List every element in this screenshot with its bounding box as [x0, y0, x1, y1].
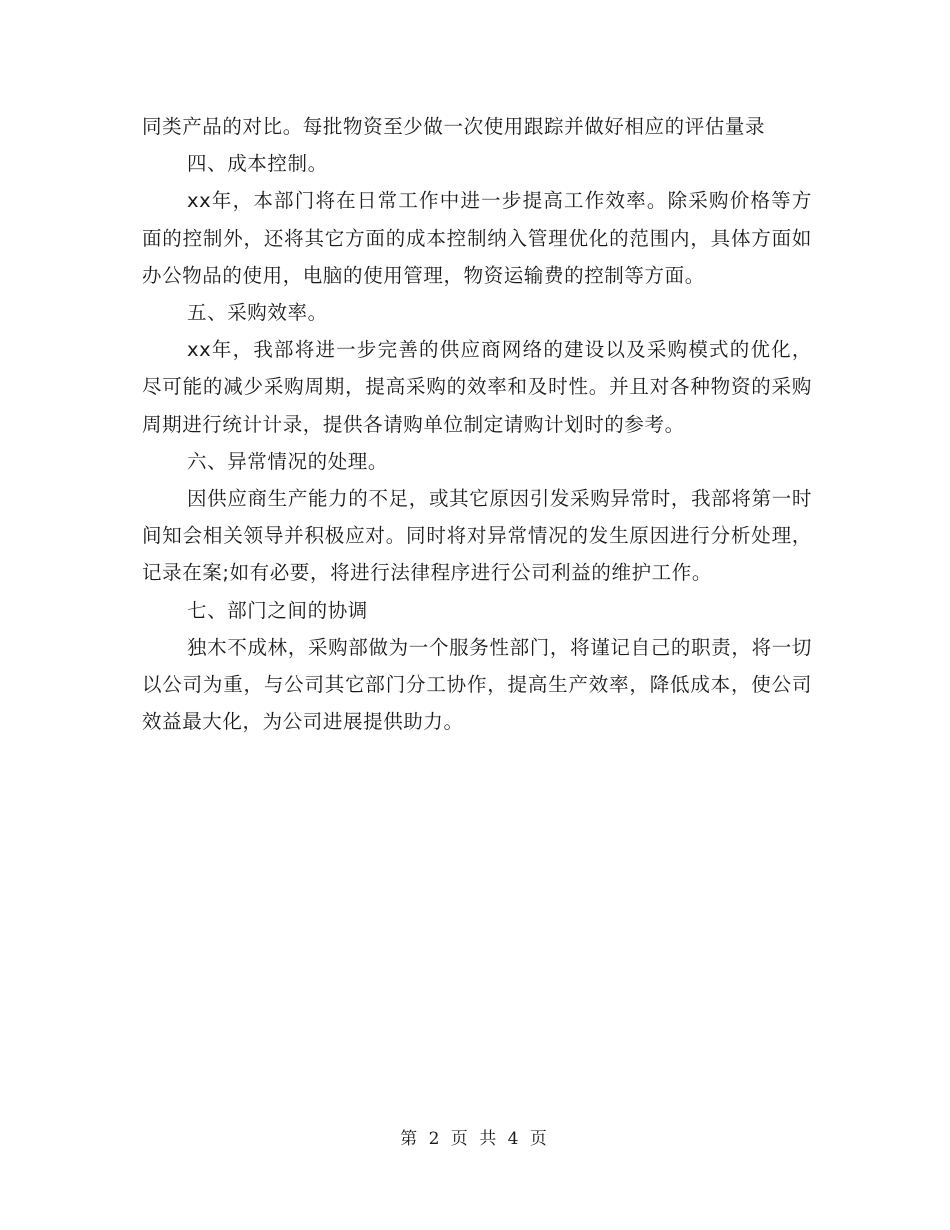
document-body — [142, 108, 812, 740]
paragraph-continued: 同类产品的对比。每批物资至少做一次使用跟踪并做好相应的评估量录 — [142, 115, 766, 138]
section-heading-department-coordination: 七、部门之间的协调 — [187, 598, 368, 622]
paragraph-cost-control: xx年，本部门将在日常工作中进一步提高工作效率。除采购价格等方面的控制外，还将其它方面的成本控制纳入管理优化的范围内，具体方面如办公物品的使用，电脑的使用管理，物资运输费的控制等方面。 — [142, 189, 812, 287]
section-heading-cost-control: 四、成本控制。 — [187, 152, 328, 176]
section-heading-exception-handling: 六、异常情况的处理。 — [187, 449, 389, 473]
paragraph-department-coordination: 独木不成林，采购部做为一个服务性部门，将谨记自己的职责，将一切以公司为重，与公司其它部门分工协作，提高生产效率，降低成本，使公司效益最大化，为公司进展提供助力。 — [142, 635, 812, 734]
paragraph-exception-handling: 因供应商生产能力的不足，或其它原因引发采购异常时，我部将第一时间知会相关领导并积极应对。同时将对异常情况的发生原因进行分析处理，记录在案;如有必要，将进行法律程序进行公司利益的维护工作。 — [142, 487, 812, 585]
section-heading-procurement-efficiency: 五、采购效率。 — [187, 301, 328, 325]
page-number-footer: 第 2 页 共 4 页 — [400, 1129, 550, 1149]
paragraph-procurement-efficiency: xx年，我部将进一步完善的供应商网络的建设以及采购模式的优化，尽可能的减少采购周期，提高采购的效率和及时性。并且对各种物资的采购周期进行统计计录，提供各请购单位制定请购计划时的参考。 — [142, 338, 812, 436]
